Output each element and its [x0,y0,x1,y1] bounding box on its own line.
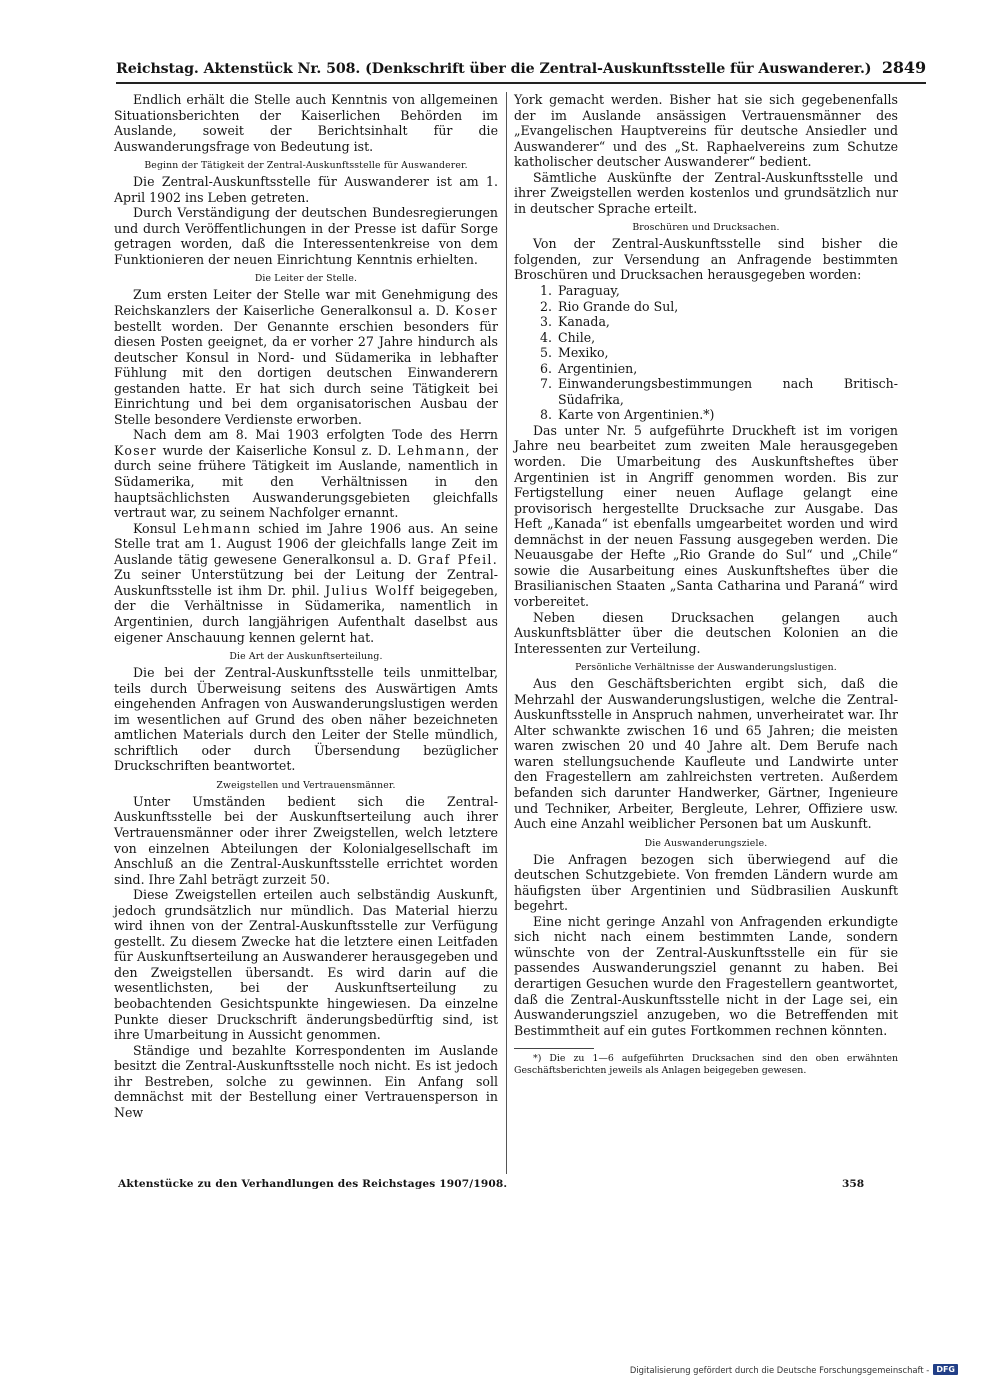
header-rule [116,82,926,84]
list-item: 6. Argentinien, [540,360,638,376]
header-title: Reichstag. Aktenstück Nr. 508. (Denkschrift über die Zentral-Auskunftsstelle für Auswanderer.) [116,61,872,77]
section-heading-zweigstellen: Zweigstellen und Vertrauensmänner. [216,779,396,791]
paragraph-blaetter: Neben diesen Drucksachen gelangen auch Auskunftsblätter über die deutschen Kolonien an die Interessenten zur Verteilung. [514,609,898,656]
list-item: 5. Mexiko, [540,345,609,361]
person-name: Lehmann, [397,442,471,458]
paragraph-intro: Endlich erhält die Stelle auch Kenntnis von allgemeinen Situationsberichten der Kaiserlichen Behörden im Auslande, soweit der Berichtsinhalt für die Auswanderungsfrage von Bedeutung ist. [114,92,498,154]
footnote-rule [514,1048,594,1049]
running-header [116,58,926,77]
paragraph-leiter-2: Nach dem am 8. Mai 1903 erfolgten Tode des Herrn Koser wurde der Kaiserliche Konsul z. D. Lehmann, der durch seine frühere Tätigkeit im Auslande, namentlich in Südamerika, mit den Verhältnissen in den hauptsächlichsten Auswanderungsgebieten gleichfalls vertraut war, zu seinem Nachfolger ernannt. [114,427,498,521]
digitization-credit [630,1364,958,1375]
person-name: Graf Pfeil. [417,551,498,567]
section-heading-persoenliche: Persönliche Verhältnisse der Auswanderungslustigen. [575,662,837,674]
list-item: 7. Einwanderungsbestimmungen nach Britisch-Südafrika, [540,376,898,407]
brochure-list [514,283,898,423]
list-item: 3. Kanada, [540,314,610,330]
list-item: 1. Paraguay, [540,283,620,299]
section-heading-leiter: Die Leiter der Stelle. [254,273,358,285]
paragraph-ziele-1: Die Anfragen bezogen sich überwiegend auf die deutschen Schutzgebiete. Von fremden Ländern wurde am häufigsten über Argentinien und Südbrasilien Auskunft begehrt. [514,851,898,914]
footer-publication: Aktenstücke zu den Verhandlungen des Reichstages 1907/1908. [118,1178,508,1190]
paragraph-continuation: York gemacht werden. Bisher hat sie sich gegebenenfalls der im Auslande ansässigen Vertrauensmänner des „Evangelischen Hauptvereins für deutsche Ansiedler und Auswanderer“ und des „St. Raphaelvereins zum Schutze katholischer deutscher Auswanderer“ bedient. [514,92,898,170]
paragraph-leiter-1: Zum ersten Leiter der Stelle war mit Genehmigung des Reichskanzlers der Kaiserliche Generalkonsul a. D. Koser bestellt worden. Der Genannte erschien besonders für diesen Posten geeignet, da er vorher 27 Jahre hindurch als deutscher Konsul in Nord- und Südamerika in lebhafter Fühlung mit den dortigen deutschen Einwanderern gestanden hatte. Er hat sich durch seine Tätigkeit bei Einrichtung und bei dem organisatorischen Ausbau der Stelle besondere Verdienste erworben. [114,287,498,427]
list-item: 4. Chile, [540,329,596,345]
list-item: 8. Karte von Argentinien.*) [540,407,715,423]
section-heading-ziele: Die Auswanderungsziele. [644,837,768,849]
list-item: 2. Rio Grande do Sul, [540,298,679,314]
left-column [114,92,498,1120]
person-name: Lehmann [182,520,252,536]
person-name: Koser [114,442,157,458]
person-name: Julius Wolff [325,582,415,598]
credit-text: Digitalisierung gefördert durch die Deutsche Forschungsgemeinschaft - [629,1364,930,1375]
paragraph-zweig-2: Diese Zweigstellen erteilen auch selbständig Auskunft, jedoch grundsätzlich nur mündlich. Das Material hierzu wird ihnen von der Zentral-Auskunftsstelle zur Verfügung gestellt. Zu diesem Zwecke hat die letztere einen Leitfaden für Auskunftserteilung an Auswanderer herausgegeben und den Zweigstellen übersandt. Es wird darin auf die wesentlichsten, bei der Auskunftserteilung zu beobachtenden Gesichtspunkte hingewiesen. Da einzelne Punkte dieser Druckschrift änderungsbedürftig sind, ist ihre Umarbeitung in Aussicht genommen. [114,887,498,1043]
paragraph-persoenliche: Aus den Geschäftsberichten ergibt sich, daß die Mehrzahl der Auswanderungslustigen, welche die Zentral-Auskunftsstelle in Anspruch nahmen, unverheiratet war. Ihr Alter schwankte zwischen 16 und 65 Jahren; die meisten waren zwischen 20 und 40 Jahre alt. Dem Berufe nach waren stellungsuchende Kaufleute und Landwirte unter den Fragestellern am zahlreichsten vertreten. Außerdem befanden sich darunter Handwerker, Gärtner, Ingenieure und Techniker, Arbeiter, Bergleute, Lehrer, Offiziere usw. Auch eine Anzahl weiblicher Personen bat um Auskunft. [514,676,898,832]
paragraph-zweig-1: Unter Umständen bedient sich die Zentral-Auskunftsstelle bei der Auskunftserteilung auch ihrer Vertrauensmänner oder ihrer Zweigstellen, welch letztere von einzelnen Abteilungen der Kolonialgesellschaft im Anschluß an die Zentral-Auskunftsstelle errichtet worden sind. Ihre Zahl beträgt zurzeit 50. [114,793,498,887]
paragraph-kosten: Sämtliche Auskünfte der Zentral-Auskunftsstelle und ihrer Zweigstellen werden kostenlos und grundsätzlich nur in deutscher Sprache erteilt. [514,169,898,216]
section-heading-broschueren: Broschüren und Drucksachen. [632,222,780,234]
section-heading-art: Die Art der Auskunftserteilung. [229,651,383,663]
paragraph-art: Die bei der Zentral-Auskunftsstelle teils unmittelbar, teils durch Überweisung seitens des Auswärtigen Amts eingehenden Anfragen von Auswanderungslustigen werden im wesentlichen auf Grund des oben näher bezeichneten amtlichen Materials durch den Leiter der Stelle mündlich, schriftlich oder durch Übersendung bezüglicher Druckschriften beantwortet. [114,665,498,774]
dfg-logo-icon: DFG [933,1364,958,1375]
person-name: Koser [455,303,498,319]
paragraph-beginn-2: Durch Verständigung der deutschen Bundesregierungen und durch Veröffentlichungen in der Presse ist dafür Sorge getragen worden, daß die Interessentenkreise von dem Funktionieren der neuen Einrichtung Kenntnis erhielten. [114,205,498,267]
paragraph-ziele-2: Eine nicht geringe Anzahl von Anfragenden erkundigte sich nicht nach einem bestimmten Lande, sondern wünschte von der Zentral-Auskunftsstelle ein für sie passendes Auswanderungsziel genannt zu haben. Bei derartigen Gesuchen wurde den Fragestellern geantwortet, daß die Zentral-Auskunftsstelle nicht in der Lage sei, ein Auswanderungsziel anzugeben, wo die Betreffenden mit Bestimmtheit auf ein gutes Fortkommen rechnen könnten. [514,913,898,1038]
footnote: *) Die zu 1—6 aufgeführten Drucksachen sind den oben erwähnten Geschäftsberichten jeweils als Anlagen beigegeben gewesen. [514,1053,898,1077]
paragraph-leiter-3: Konsul Lehmann schied im Jahre 1906 aus. An seine Stelle trat am 1. August 1906 der gleichfalls lange Zeit im Auslande tätig gewesene Generalkonsul a. D. Graf Pfeil. Zu seiner Unterstützung bei der Leitung der Zentral-Auskunftsstelle ist ihm Dr. phil. Julius Wolff beigegeben, der die Verhältnisse in Südamerika, namentlich in Argentinien, durch langjährigen Aufenthalt daselbst aus eigener Anschauung kennen gelernt hat. [114,520,498,645]
paragraph-beginn-1: Die Zentral-Auskunftsstelle für Auswanderer ist am 1. April 1902 ins Leben getreten. [114,174,498,205]
paragraph-heft: Das unter Nr. 5 aufgeführte Druckheft ist im vorigen Jahre neu bearbeitet zum zweiten Male herausgegeben worden. Die Umarbeitung des Auskunftsheftes über Argentinien ist in Angriff genommen worden. Bis zur Fertigstellung einer neuen Auflage gelangt eine provisorisch hergestellte Drucksache zur Ausgabe. Das Heft „Kanada“ ist ebenfalls umgearbeitet worden und wird demnächst in der neuen Fassung ausgegeben werden. Die Neuausgabe der Hefte „Rio Grande do Sul“ und „Chile“ sowie die Ausarbeitung eines Auskunftsheftes über die Brasilianischen Staaten „Santa Catharina und Paraná“ wird vorbereitet. [514,422,898,609]
footer-sheet-number: 358 [842,1178,865,1190]
section-heading-beginn: Beginn der Tätigkeit der Zentral-Auskunftsstelle für Auswanderer. [144,160,468,172]
paragraph-broschueren: Von der Zentral-Auskunftsstelle sind bisher die folgenden, zur Versendung an Anfragende bestimmten Broschüren und Drucksachen herausgegeben worden: [514,236,898,283]
right-column [514,92,898,1077]
column-divider [506,92,507,1174]
page-number: 2849 [881,58,926,77]
paragraph-zweig-3: Ständige und bezahlte Korrespondenten im Auslande besitzt die Zentral-Auskunftsstelle noch nicht. Es ist jedoch ihr Bestreben, solche zu gewinnen. Ein Anfang soll demnächst mit der Bestellung einer Vertrauensperson in New [114,1042,498,1120]
